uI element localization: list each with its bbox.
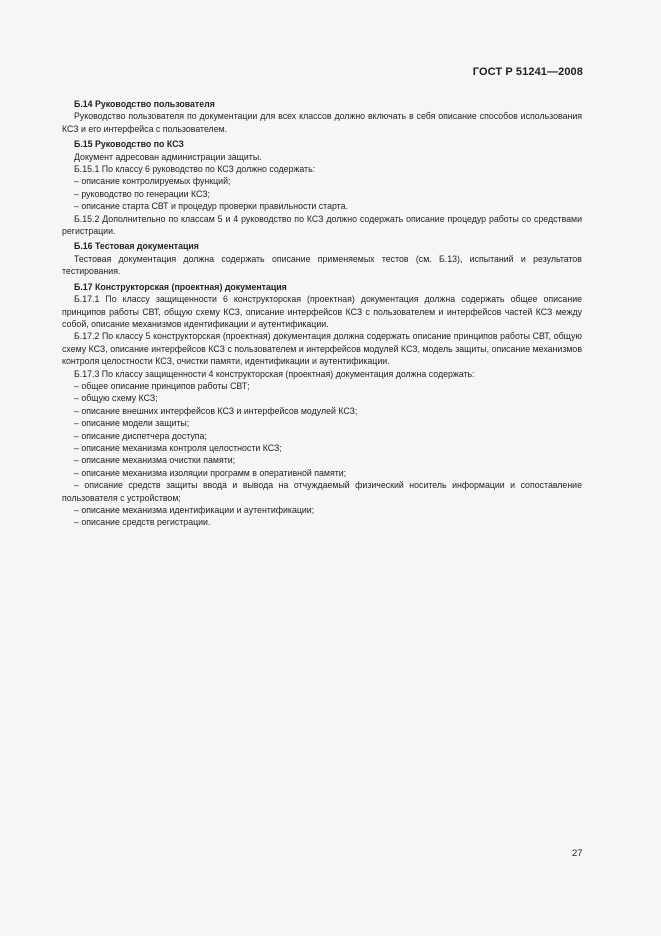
section-heading: Б.14 Руководство пользователя — [74, 99, 215, 109]
list-item: – описание контролируемых функций; — [74, 176, 231, 187]
paragraph: Руководство пользователя по документации для всех классов должно включать в себя описание способов использования КСЗ и его интерфейса с пользователем. — [62, 111, 582, 134]
page-number: 27 — [572, 848, 583, 859]
section-heading: Б.16 Тестовая документация — [74, 241, 199, 252]
paragraph: Документ адресован администрации защиты. — [74, 151, 262, 162]
paragraph: Б.15.1 По классу 6 руководство по КСЗ должно содержать: — [74, 164, 316, 175]
section-heading: Б.15 Руководство по КСЗ — [74, 139, 184, 150]
list-item: – руководство по генерации КСЗ; — [74, 188, 211, 199]
paragraph: Б.17.1 По классу защищенности 6 конструкторская (проектная) документация должна содержать общее описание принципов работы СВТ, общую схему КСЗ, описание интерфейсов КСЗ с пользователем и интерфейсов частей КСЗ между собой, описание механизмов идентификации и аутентификации. — [62, 294, 582, 329]
list-item: – описание механизма изоляции программ в оперативной памяти; — [74, 467, 347, 478]
list-item: – описание старта СВТ и процедур проверки правильности старта. — [74, 201, 348, 212]
document-body — [62, 95, 582, 529]
paragraph: Тестовая документация должна содержать описание применяемых тестов (см. Б.13), испытаний и результатов тестирования. — [62, 253, 582, 277]
list-item: – описание средств регистрации. — [74, 517, 211, 528]
list-item: – описание диспетчера доступа; — [74, 430, 207, 441]
paragraph: Б.17.3 По классу защищенности 4 конструкторская (проектная) документация должна содержать: — [74, 368, 475, 379]
list-item: – общее описание принципов работы СВТ; — [74, 380, 250, 391]
list-item: – описание механизма контроля целостности КСЗ; — [74, 442, 282, 453]
paragraph: Б.15.2 Дополнительно по классам 5 и 4 руководство по КСЗ должно содержать описание процедур работы со средствами регистрации. — [62, 213, 582, 237]
list-item: – описание средств защиты ввода и вывода на отчуждаемый физический носитель информации и сопоставление пользователя с устройством; — [62, 480, 582, 503]
list-item: – общую схему КСЗ; — [74, 393, 158, 404]
paragraph: Б.17.2 По классу 5 конструкторская (проектная) документация должна содержать описание принципов работы СВТ, общую схему КСЗ, описание интерфейсов КСЗ с пользователем и интерфейсов модулей КСЗ, модель защиты, описание механизмов контроля целостности КСЗ, очистки памяти, идентификации и аутентификации. — [62, 331, 582, 367]
list-item: – описание механизма очистки памяти; — [74, 455, 236, 466]
list-item: – описание внешних интерфейсов КСЗ и интерфейсов модулей КСЗ; — [74, 405, 358, 416]
document-header: ГОСТ Р 51241—2008 — [472, 66, 583, 78]
list-item: – описание модели защиты; — [74, 418, 190, 429]
section-heading: Б.17 Конструкторская (проектная) документация — [74, 281, 287, 292]
list-item: – описание механизма идентификации и аутентификации; — [74, 505, 315, 515]
